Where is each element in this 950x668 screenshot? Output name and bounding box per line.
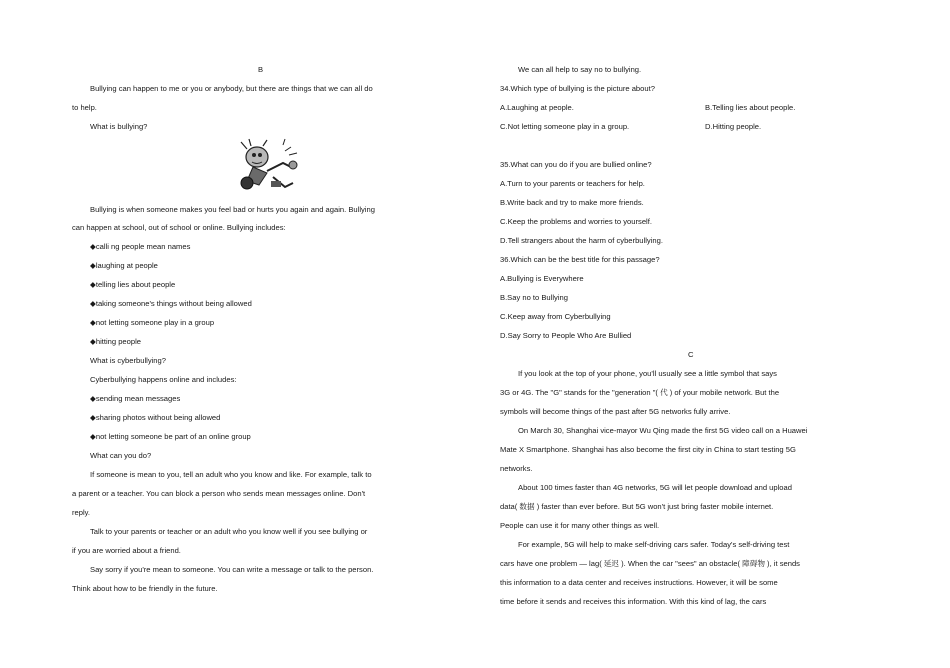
paragraph-line: About 100 times faster than 4G networks, 5G will let people download and upload	[518, 483, 792, 492]
question-34: 34.Which type of bullying is the picture about?	[500, 84, 655, 93]
bullet-item: ◆not letting someone play in a group	[90, 318, 215, 327]
paragraph-line: Bullying can happen to me or you or anybody, but there are things that we can all do	[90, 84, 373, 93]
heading-what-can-you-do: What can you do?	[90, 451, 152, 460]
option-36-b: B.Say no to Bullying	[500, 293, 568, 302]
question-35: 35.What can you do if you are bullied online?	[500, 160, 652, 169]
option-36-c: C.Keep away from Cyberbullying	[500, 312, 611, 321]
question-36: 36.Which can be the best title for this passage?	[500, 255, 660, 264]
bullet-item: ◆sharing photos without being allowed	[90, 413, 221, 422]
paragraph-line: Say sorry if you're mean to someone. You can write a message or talk to the person.	[90, 565, 374, 574]
option-35-b: B.Write back and try to make more friends.	[500, 198, 644, 207]
paragraph-line: reply.	[72, 508, 91, 517]
heading-what-is-cyberbullying: What is cyberbullying?	[90, 356, 166, 365]
option-35-a: A.Turn to your parents or teachers for help.	[500, 179, 645, 188]
paragraph-line: can happen at school, out of school or online. Bullying includes:	[72, 223, 286, 232]
paragraph-line: networks.	[500, 464, 533, 473]
option-36-a: A.Bullying is Everywhere	[500, 274, 584, 283]
paragraph-line: data( 数据 ) faster than ever before. But 5G won't just bring faster mobile internet.	[500, 502, 774, 511]
paragraph-line: If someone is mean to you, tell an adult who you know and like. For example, talk to	[90, 470, 372, 479]
section-label-c: C	[688, 350, 694, 359]
paragraph-line: a parent or a teacher. You can block a person who sends mean messages online. Don't	[72, 489, 366, 498]
option-34-d: D.Hitting people.	[705, 122, 762, 131]
paragraph-line: Cyberbullying happens online and includes:	[90, 375, 237, 384]
paragraph-line: 3G or 4G. The "G" stands for the "generation "( 代 ) of your mobile network. But the	[500, 388, 780, 397]
bullet-item: ◆taking someone's things without being allowed	[90, 299, 252, 308]
paragraph-line: time before it sends and receives this information. With this kind of lag, the cars	[500, 597, 767, 606]
paragraph-line: For example, 5G will help to make self-driving cars safer. Today's self-driving test	[518, 540, 790, 549]
option-35-c: C.Keep the problems and worries to yourself.	[500, 217, 652, 226]
bullet-item: ◆not letting someone be part of an online group	[90, 432, 251, 441]
paragraph-line: Think about how to be friendly in the future.	[72, 584, 218, 593]
bullet-item: ◆laughing at people	[90, 261, 158, 270]
paragraph-line: People can use it for many other things as well.	[500, 521, 660, 530]
paragraph-line: If you look at the top of your phone, you'll usually see a little symbol that says	[518, 369, 777, 378]
section-label-b: B	[258, 65, 264, 74]
paragraph-line: Talk to your parents or teacher or an adult who you know well if you see bullying or	[90, 527, 368, 536]
bullet-item: ◆sending mean messages	[90, 394, 181, 403]
heading-what-is-bullying: What is bullying?	[90, 122, 148, 131]
bullet-item: ◆telling lies about people	[90, 280, 176, 289]
option-34-c: C.Not letting someone play in a group.	[500, 122, 630, 131]
option-34-a: A.Laughing at people.	[500, 103, 574, 112]
option-35-d: D.Tell strangers about the harm of cyberbullying.	[500, 236, 663, 245]
paragraph-line: Bullying is when someone makes you feel bad or hurts you again and again. Bullying	[90, 205, 375, 214]
paragraph-line: if you are worried about a friend.	[72, 546, 181, 555]
paragraph-line: Mate X Smartphone. Shanghai has also become the first city in China to start testing 5G	[500, 445, 796, 454]
paragraph-line: symbols will become things of the past after 5G networks fully arrive.	[500, 407, 731, 416]
bullying-illustration	[233, 137, 305, 195]
bullet-item: ◆calli ng people mean names	[90, 242, 191, 251]
paragraph-line: On March 30, Shanghai vice-mayor Wu Qing made the first 5G video call on a Huawei	[518, 426, 808, 435]
option-34-b: B.Telling lies about people.	[705, 103, 796, 112]
paragraph-line: We can all help to say no to bullying.	[518, 65, 642, 74]
paragraph-line: cars have one problem — lag( 延迟 ). When the car "sees" an obstacle( 障碍物 ), it sends	[500, 559, 800, 568]
paragraph-line: to help.	[72, 103, 97, 112]
paragraph-line: this information to a data center and receives instructions. However, it will be some	[500, 578, 778, 587]
bullet-item: ◆hitting people	[90, 337, 142, 346]
option-36-d: D.Say Sorry to People Who Are Bullied	[500, 331, 632, 340]
